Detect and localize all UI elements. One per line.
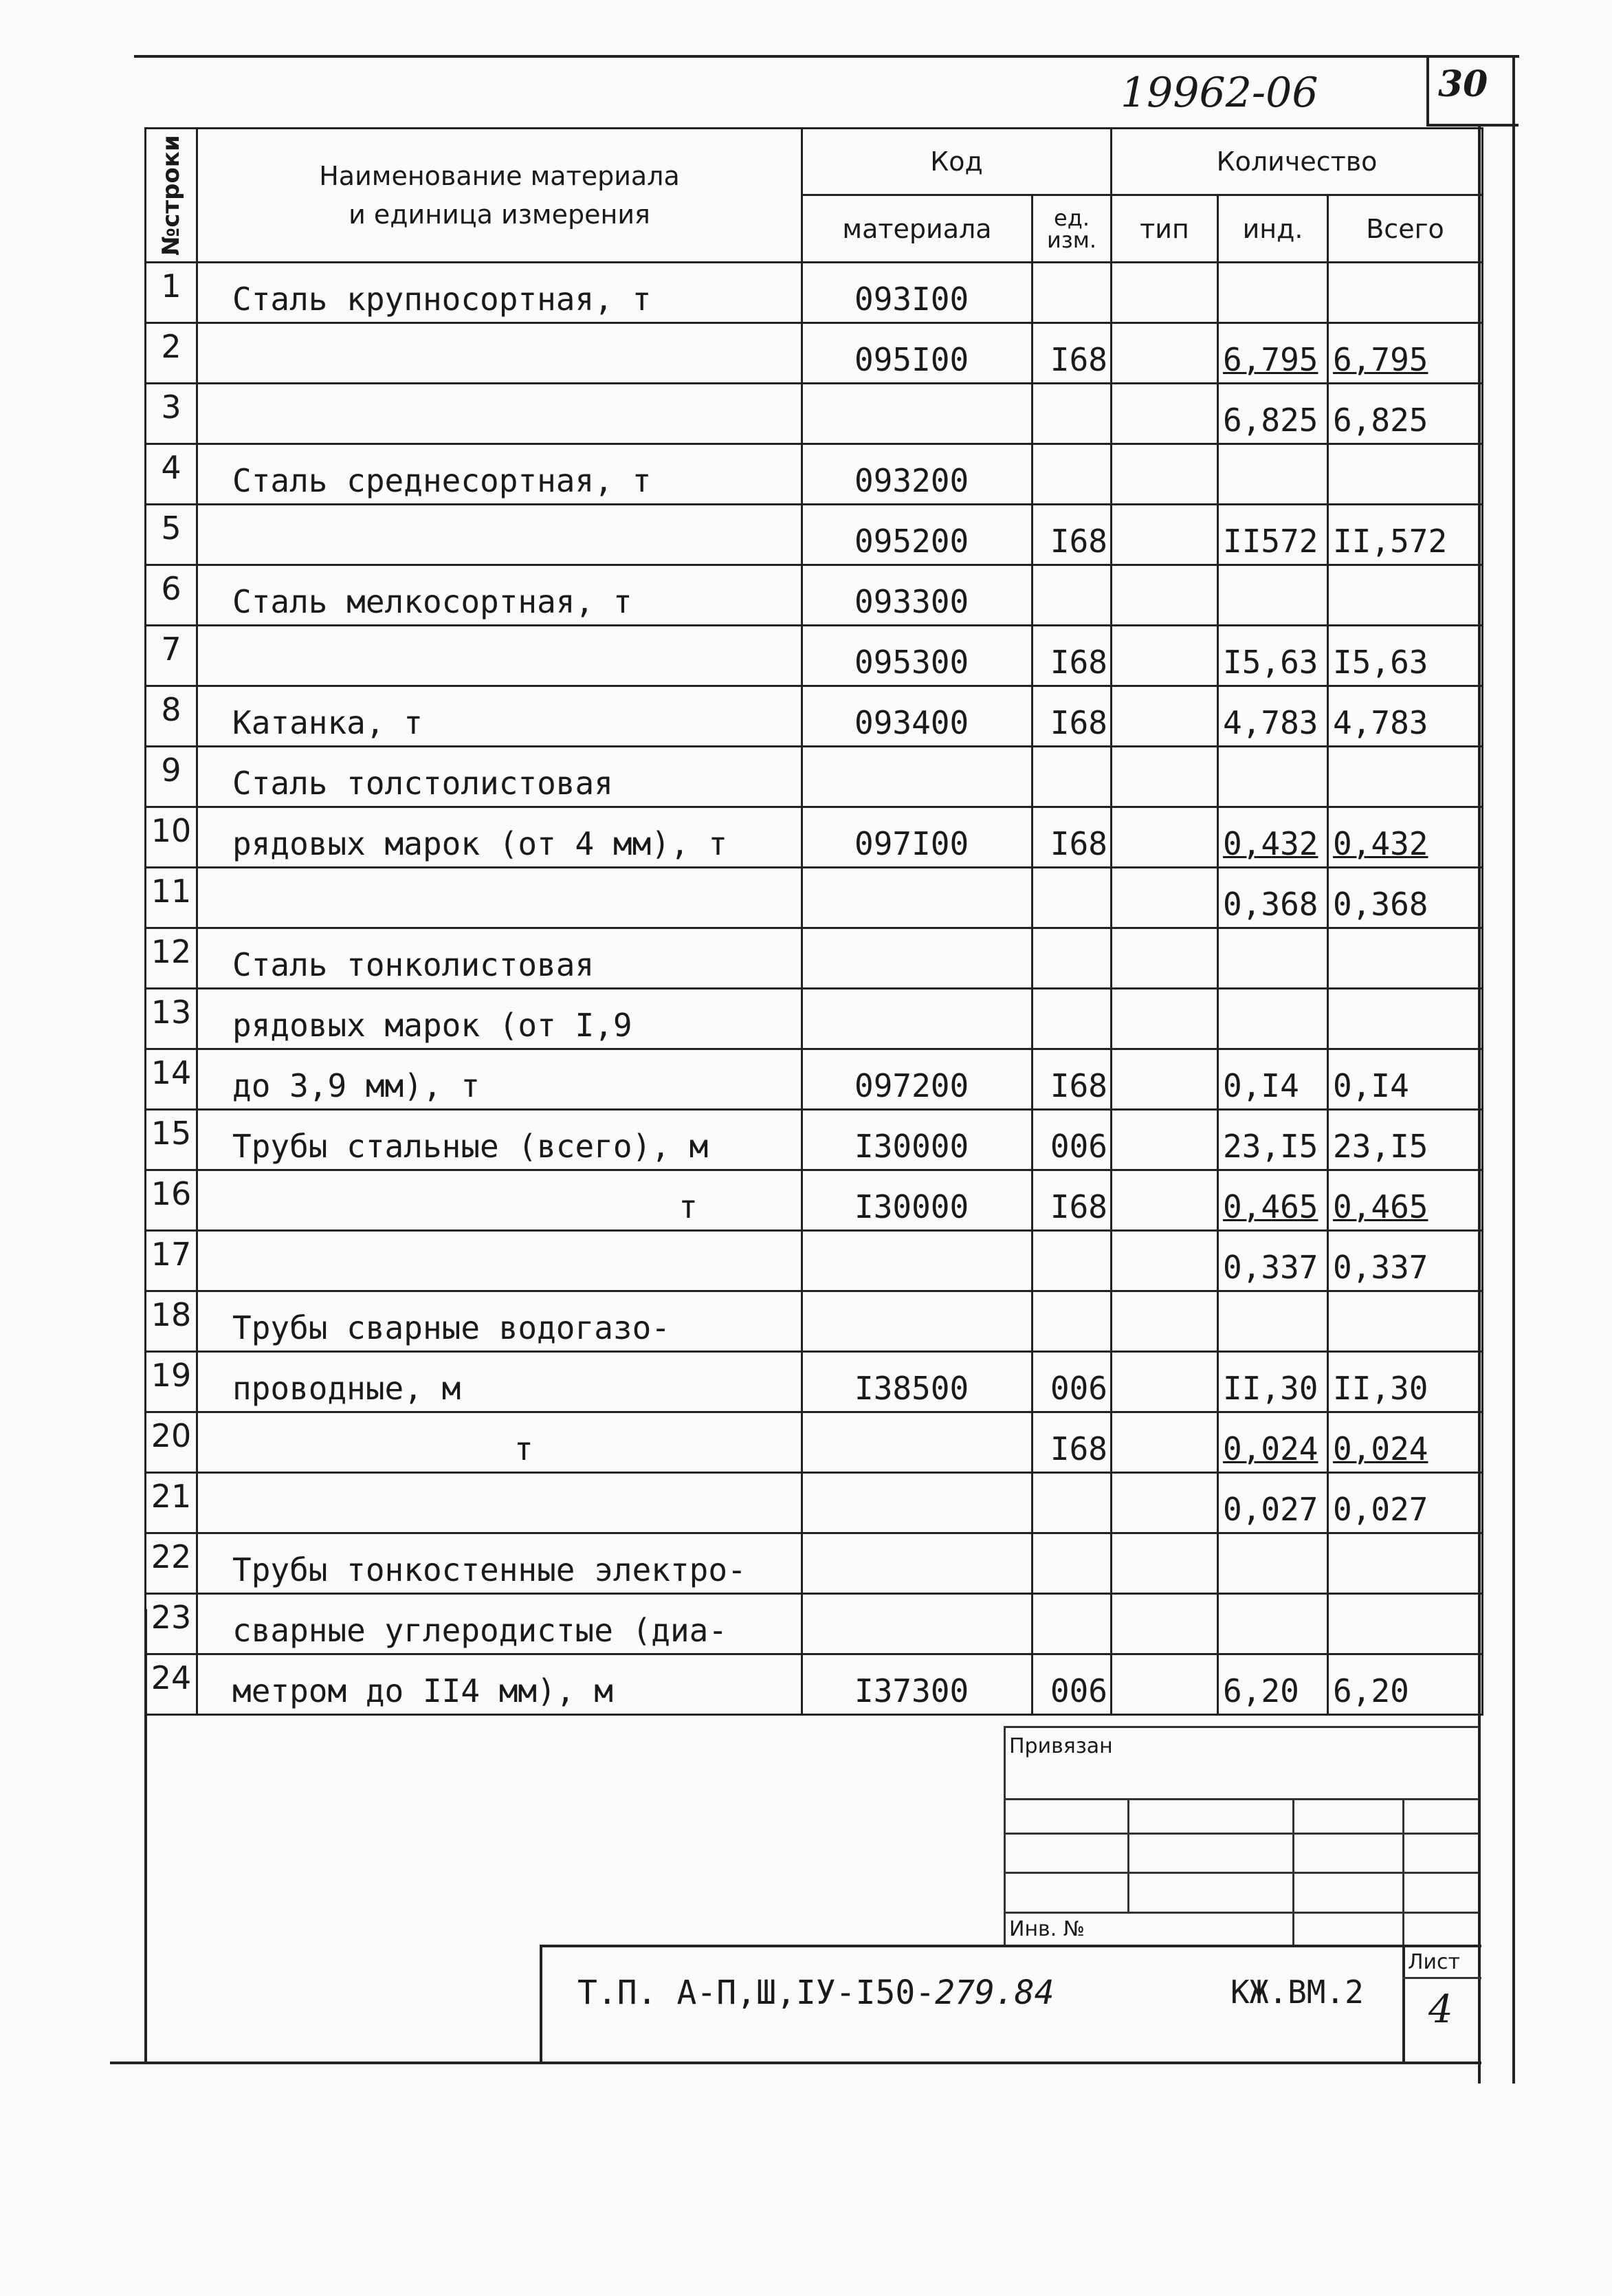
material-name: Трубы стальные (всего), м <box>197 1110 802 1170</box>
header-code-material: материала <box>802 195 1033 263</box>
unit-code <box>1033 384 1112 444</box>
qty-type <box>1112 1291 1218 1352</box>
table-row <box>146 1412 1483 1473</box>
qty-total <box>1328 928 1483 989</box>
table-row <box>146 1594 1483 1654</box>
material-name: сварные углеродистые (диа- <box>197 1594 802 1654</box>
material-name: метром до II4 мм), м <box>197 1654 802 1715</box>
material-name: Сталь тонколистовая <box>197 928 802 989</box>
qty-type <box>1112 928 1218 989</box>
qty-total: 0,I4 <box>1328 1049 1483 1110</box>
header-code-unit: ед. изм. <box>1033 195 1112 263</box>
unit-code: I68 <box>1033 1049 1112 1110</box>
material-name <box>197 1231 802 1291</box>
table-row <box>146 263 1483 323</box>
qty-total: 0,024 <box>1328 1412 1483 1473</box>
row-number: 23 <box>146 1594 197 1654</box>
qty-ind <box>1218 747 1328 807</box>
material-name: Сталь крупносортная, т <box>197 263 802 323</box>
qty-total <box>1328 565 1483 626</box>
qty-type <box>1112 444 1218 505</box>
qty-total: 4,783 <box>1328 686 1483 747</box>
table-row <box>146 1291 1483 1352</box>
material-code <box>802 747 1033 807</box>
stamp-line-1 <box>1004 1798 1478 1800</box>
qty-total: 0,465 <box>1328 1170 1483 1231</box>
unit-code <box>1033 989 1112 1049</box>
row-number: 2 <box>146 323 197 384</box>
material-name <box>197 868 802 928</box>
list-label-line <box>1402 1977 1481 1979</box>
unit-code: I68 <box>1033 626 1112 686</box>
qty-ind: 0,337 <box>1218 1231 1328 1291</box>
row-number: 16 <box>146 1170 197 1231</box>
qty-total: 0,368 <box>1328 868 1483 928</box>
document-number: 19962-06 <box>1120 69 1318 117</box>
qty-total <box>1328 747 1483 807</box>
unit-code: I68 <box>1033 807 1112 868</box>
stamp-line-2 <box>1004 1833 1478 1835</box>
row-number: 20 <box>146 1412 197 1473</box>
qty-type <box>1112 1412 1218 1473</box>
unit-code <box>1033 747 1112 807</box>
table-row <box>146 1049 1483 1110</box>
qty-total: II,572 <box>1328 505 1483 565</box>
table-row <box>146 1352 1483 1412</box>
table-row <box>146 686 1483 747</box>
row-number: 5 <box>146 505 197 565</box>
qty-type <box>1112 1352 1218 1412</box>
unit-code: I68 <box>1033 1170 1112 1231</box>
qty-type <box>1112 505 1218 565</box>
qty-total: 0,027 <box>1328 1473 1483 1533</box>
row-number: 3 <box>146 384 197 444</box>
qty-total: 6,825 <box>1328 384 1483 444</box>
table-row <box>146 384 1483 444</box>
row-number: 13 <box>146 989 197 1049</box>
table-row <box>146 928 1483 989</box>
qty-ind <box>1218 928 1328 989</box>
material-name: Сталь мелкосортная, т <box>197 565 802 626</box>
material-code: I38500 <box>802 1352 1033 1412</box>
qty-ind <box>1218 263 1328 323</box>
materials-table <box>144 127 1483 1716</box>
header-qty-total: Всего <box>1328 195 1483 263</box>
table-row <box>146 1533 1483 1594</box>
material-name <box>197 626 802 686</box>
table-row <box>146 1110 1483 1170</box>
frame-outer-right-line <box>1512 55 1515 2084</box>
title-block-top-line <box>540 1945 1481 1947</box>
qty-type <box>1112 807 1218 868</box>
table-row <box>146 565 1483 626</box>
qty-ind: 6,825 <box>1218 384 1328 444</box>
material-name: т <box>197 1170 802 1231</box>
qty-total: 6,20 <box>1328 1654 1483 1715</box>
header-quantity-group: Количество <box>1112 129 1483 195</box>
unit-code <box>1033 1533 1112 1594</box>
table-row <box>146 747 1483 807</box>
material-code <box>802 1291 1033 1352</box>
qty-total: 6,795 <box>1328 323 1483 384</box>
qty-ind: 0,027 <box>1218 1473 1328 1533</box>
material-code: 095200 <box>802 505 1033 565</box>
qty-ind: II572 <box>1218 505 1328 565</box>
qty-ind: 0,368 <box>1218 868 1328 928</box>
unit-code <box>1033 565 1112 626</box>
material-code <box>802 384 1033 444</box>
material-code <box>802 1594 1033 1654</box>
stamp-col-3 <box>1402 1798 1404 1946</box>
qty-ind: 23,I5 <box>1218 1110 1328 1170</box>
stamp-line-3 <box>1004 1872 1478 1874</box>
unit-code <box>1033 1594 1112 1654</box>
qty-total <box>1328 444 1483 505</box>
unit-code <box>1033 868 1112 928</box>
table-row <box>146 1473 1483 1533</box>
table-row <box>146 1654 1483 1715</box>
sheet-number-top: 30 <box>1438 63 1488 105</box>
row-number: 11 <box>146 868 197 928</box>
table-row <box>146 807 1483 868</box>
row-number: 8 <box>146 686 197 747</box>
qty-total <box>1328 263 1483 323</box>
title-block-left-line <box>540 1945 542 2063</box>
material-name: Сталь среднесортная, т <box>197 444 802 505</box>
material-code: I30000 <box>802 1110 1033 1170</box>
stamp-line-4 <box>1004 1912 1478 1914</box>
material-name: рядовых марок (от I,9 <box>197 989 802 1049</box>
unit-code: I68 <box>1033 505 1112 565</box>
material-code <box>802 868 1033 928</box>
inv-no-label: Инв. № <box>1009 1917 1085 1941</box>
material-code: 095I00 <box>802 323 1033 384</box>
material-name: Сталь толстолистовая <box>197 747 802 807</box>
qty-ind: II,30 <box>1218 1352 1328 1412</box>
material-code: 093200 <box>802 444 1033 505</box>
header-code-group: Код <box>802 129 1112 195</box>
qty-type <box>1112 565 1218 626</box>
table-row <box>146 868 1483 928</box>
header-qty-ind: инд. <box>1218 195 1328 263</box>
qty-ind: 4,783 <box>1218 686 1328 747</box>
qty-type <box>1112 1473 1218 1533</box>
qty-ind <box>1218 444 1328 505</box>
qty-total <box>1328 989 1483 1049</box>
material-code: I30000 <box>802 1170 1033 1231</box>
row-number: 22 <box>146 1533 197 1594</box>
qty-total: 0,337 <box>1328 1231 1483 1291</box>
qty-ind <box>1218 1533 1328 1594</box>
material-code: 097I00 <box>802 807 1033 868</box>
material-name <box>197 323 802 384</box>
material-code: 093400 <box>802 686 1033 747</box>
material-name <box>197 384 802 444</box>
qty-ind: 0,432 <box>1218 807 1328 868</box>
list-label: Лист <box>1408 1950 1461 1974</box>
row-number: 18 <box>146 1291 197 1352</box>
material-code: 095300 <box>802 626 1033 686</box>
row-number: 14 <box>146 1049 197 1110</box>
qty-type <box>1112 1170 1218 1231</box>
unit-code <box>1033 263 1112 323</box>
qty-type <box>1112 384 1218 444</box>
row-number: 4 <box>146 444 197 505</box>
qty-type <box>1112 263 1218 323</box>
table-row <box>146 1170 1483 1231</box>
frame-bottom-line <box>110 2062 1481 2064</box>
qty-total <box>1328 1594 1483 1654</box>
unit-code <box>1033 444 1112 505</box>
material-code: 097200 <box>802 1049 1033 1110</box>
material-code <box>802 1473 1033 1533</box>
row-number: 21 <box>146 1473 197 1533</box>
unit-code: 006 <box>1033 1654 1112 1715</box>
stamp-top-line <box>1004 1726 1478 1728</box>
qty-ind <box>1218 1594 1328 1654</box>
material-code <box>802 1412 1033 1473</box>
material-code: 093300 <box>802 565 1033 626</box>
row-number: 6 <box>146 565 197 626</box>
row-number: 17 <box>146 1231 197 1291</box>
qty-type <box>1112 1594 1218 1654</box>
qty-type <box>1112 1231 1218 1291</box>
row-number: 19 <box>146 1352 197 1412</box>
table-row <box>146 1231 1483 1291</box>
unit-code <box>1033 1291 1112 1352</box>
row-number: 9 <box>146 747 197 807</box>
unit-code <box>1033 1231 1112 1291</box>
table-row <box>146 505 1483 565</box>
qty-type <box>1112 626 1218 686</box>
qty-type <box>1112 1110 1218 1170</box>
qty-type <box>1112 868 1218 928</box>
material-name: до 3,9 мм), т <box>197 1049 802 1110</box>
material-code: 093I00 <box>802 263 1033 323</box>
qty-total: 23,I5 <box>1328 1110 1483 1170</box>
material-code <box>802 989 1033 1049</box>
unit-code: I68 <box>1033 1412 1112 1473</box>
unit-code: 006 <box>1033 1110 1112 1170</box>
material-name: Трубы сварные водогазо- <box>197 1291 802 1352</box>
title-block-designation: Т.П. А-П,Ш,IУ-I50-279.84 <box>577 1974 1055 2012</box>
table-row <box>146 444 1483 505</box>
qty-ind: 0,024 <box>1218 1412 1328 1473</box>
qty-type <box>1112 1049 1218 1110</box>
title-block-code: КЖ.ВМ.2 <box>1230 1974 1364 2011</box>
row-number: 12 <box>146 928 197 989</box>
unit-code <box>1033 1473 1112 1533</box>
material-name: Трубы тонкостенные электро- <box>197 1533 802 1594</box>
qty-type <box>1112 1654 1218 1715</box>
qty-ind <box>1218 565 1328 626</box>
material-name: проводные, м <box>197 1352 802 1412</box>
qty-type <box>1112 323 1218 384</box>
stamp-col-1 <box>1127 1798 1129 1912</box>
table-row <box>146 989 1483 1049</box>
table-body <box>146 263 1483 1715</box>
qty-total: I5,63 <box>1328 626 1483 686</box>
sheet-number-bottom: 4 <box>1428 1987 1453 2032</box>
material-code <box>802 928 1033 989</box>
material-name: рядовых марок (от 4 мм), т <box>197 807 802 868</box>
material-name <box>197 505 802 565</box>
qty-total <box>1328 1533 1483 1594</box>
qty-ind: I5,63 <box>1218 626 1328 686</box>
header-qty-type: тип <box>1112 195 1218 263</box>
row-number: 7 <box>146 626 197 686</box>
table-row <box>146 626 1483 686</box>
material-code: I37300 <box>802 1654 1033 1715</box>
qty-total: 0,432 <box>1328 807 1483 868</box>
qty-ind: 0,465 <box>1218 1170 1328 1231</box>
stamp-col-2 <box>1292 1798 1294 1946</box>
material-code <box>802 1231 1033 1291</box>
qty-ind: 6,20 <box>1218 1654 1328 1715</box>
row-number: 15 <box>146 1110 197 1170</box>
row-number: 24 <box>146 1654 197 1715</box>
row-number: 1 <box>146 263 197 323</box>
material-code <box>802 1533 1033 1594</box>
qty-type <box>1112 747 1218 807</box>
frame-left-line <box>144 1609 147 2063</box>
material-name <box>197 1473 802 1533</box>
unit-code: 006 <box>1033 1352 1112 1412</box>
unit-code: I68 <box>1033 323 1112 384</box>
qty-ind: 0,I4 <box>1218 1049 1328 1110</box>
header-row-number: №строки <box>146 129 197 263</box>
qty-total <box>1328 1291 1483 1352</box>
qty-total: II,30 <box>1328 1352 1483 1412</box>
qty-type <box>1112 989 1218 1049</box>
row-number: 10 <box>146 807 197 868</box>
header-material-name: Наименование материала и единица измерения <box>197 129 802 263</box>
title-block-list-divider <box>1402 1945 1405 2063</box>
qty-ind <box>1218 1291 1328 1352</box>
unit-code: I68 <box>1033 686 1112 747</box>
table-row <box>146 323 1483 384</box>
qty-ind: 6,795 <box>1218 323 1328 384</box>
frame-top-line <box>134 55 1519 58</box>
qty-type <box>1112 1533 1218 1594</box>
qty-ind <box>1218 989 1328 1049</box>
material-name: Катанка, т <box>197 686 802 747</box>
material-name: т <box>197 1412 802 1473</box>
qty-type <box>1112 686 1218 747</box>
privyazan-label: Привязан <box>1009 1734 1113 1758</box>
unit-code <box>1033 928 1112 989</box>
